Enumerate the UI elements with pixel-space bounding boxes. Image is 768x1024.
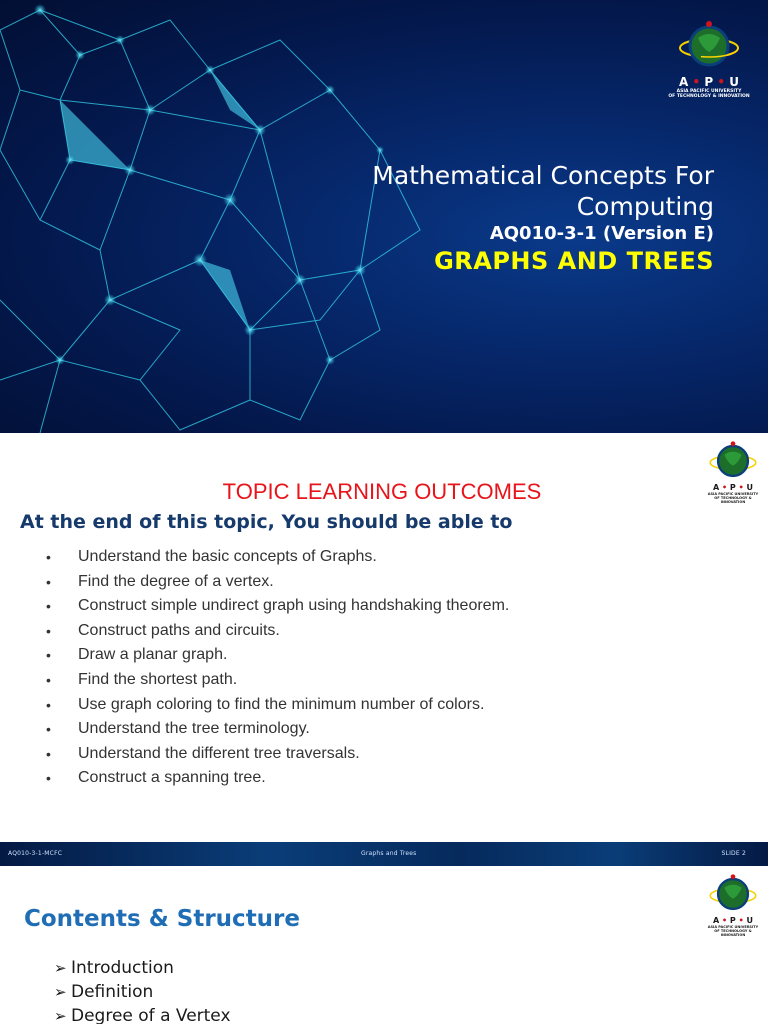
list-item-text: Draw a planar graph. [78,646,228,664]
topic-title: GRAPHS AND TREES [434,247,714,275]
footer-topic: Graphs and Trees [361,850,417,857]
course-title-line1: Mathematical Concepts For [372,161,714,190]
list-item [46,545,509,570]
globe-logo-icon [678,18,740,74]
apu-logo [702,872,764,938]
slide-footer [0,842,768,866]
logo-university-name: ASIA PACIFIC UNIVERSITY [707,492,759,496]
logo-letter-p: P [704,75,714,89]
list-item-text: Introduction [71,958,174,978]
logo-university-tagline: OF TECHNOLOGY & INNOVATION [668,93,750,99]
logo-university-tagline: OF TECHNOLOGY & INNOVATION [714,928,752,937]
title-block [372,160,714,276]
outcomes-title: TOPIC LEARNING OUTCOMES [222,479,542,504]
list-item [46,766,509,791]
globe-logo-icon [708,439,758,483]
list-item [46,594,509,619]
logo-letter-u: U [746,483,753,492]
list-item [54,1004,231,1024]
bullet-icon: • [46,696,51,713]
list-item-text: Understand the basic concepts of Graphs. [78,548,377,565]
outcomes-subtitle: At the end of this topic, You should be able to [20,511,513,533]
bullet-icon: • [46,770,51,787]
logo-separator: • [717,75,726,89]
title-slide [0,0,768,433]
list-item-text: Construct paths and circuits. [78,621,280,639]
list-item-text: Definition [71,982,154,1002]
contents-slide [0,866,768,1024]
logo-separator: • [738,483,744,492]
list-item [46,668,509,693]
logo-separator: • [721,916,728,925]
bullet-icon: • [46,721,51,738]
logo-university-name: ASIA PACIFIC UNIVERSITY [676,89,742,94]
list-item [54,980,231,1004]
bullet-icon: • [46,622,51,639]
list-item-text: Degree of a Vertex [71,1006,231,1024]
arrow-bullet-icon: ➢ [54,983,67,1001]
arrow-bullet-icon: ➢ [54,959,67,977]
list-item-text: Find the shortest path. [78,670,238,688]
list-item-text: Construct a spanning tree. [78,769,266,787]
logo-separator: • [692,75,701,89]
outcomes-list [46,545,509,791]
course-code: AQ010-3-1 (Version E) [489,223,714,244]
arrow-bullet-icon: ➢ [54,1007,67,1024]
logo-letter-u: U [746,916,753,925]
bullet-icon: • [46,671,51,688]
list-item-text: Understand the tree terminology. [78,720,310,738]
list-item [46,717,509,742]
bullet-icon: • [46,549,51,565]
list-item [46,742,509,767]
logo-letter-a: A [712,916,720,925]
logo-university-tagline: OF TECHNOLOGY & INNOVATION [714,495,752,504]
list-item [46,643,509,668]
list-item [54,956,231,980]
learning-outcomes-slide [0,433,768,866]
bullet-icon: • [46,573,51,590]
logo-separator: • [721,483,728,492]
logo-separator: • [738,916,744,925]
logo-letter-p: P [729,483,736,492]
logo-letter-u: U [729,75,739,89]
bullet-icon: • [46,745,51,762]
logo-letter-a: A [679,75,689,89]
list-item-text: Use graph coloring to find the minimum number of colors. [78,695,485,713]
apu-logo [668,18,750,100]
list-item [46,693,509,718]
logo-letter-p: P [729,916,736,925]
contents-list [54,956,231,1024]
bullet-icon: • [46,647,51,664]
globe-logo-icon [708,872,758,916]
list-item [46,619,509,644]
logo-university-name: ASIA PACIFIC UNIVERSITY [707,925,759,929]
course-title-line2: Computing [576,192,714,221]
bullet-icon: • [46,598,51,615]
list-item-text: Understand the different tree traversals. [78,744,360,762]
logo-letter-a: A [712,483,720,492]
footer-course-code: AQ010-3-1-MCFC [8,850,63,857]
list-item-text: Construct simple undirect graph using handshaking theorem. [78,597,510,615]
list-item [46,570,509,595]
list-item-text: Find the degree of a vertex. [78,572,274,590]
footer-slide-number: SLIDE 2 [721,850,746,857]
contents-title: Contents & Structure [24,906,300,932]
